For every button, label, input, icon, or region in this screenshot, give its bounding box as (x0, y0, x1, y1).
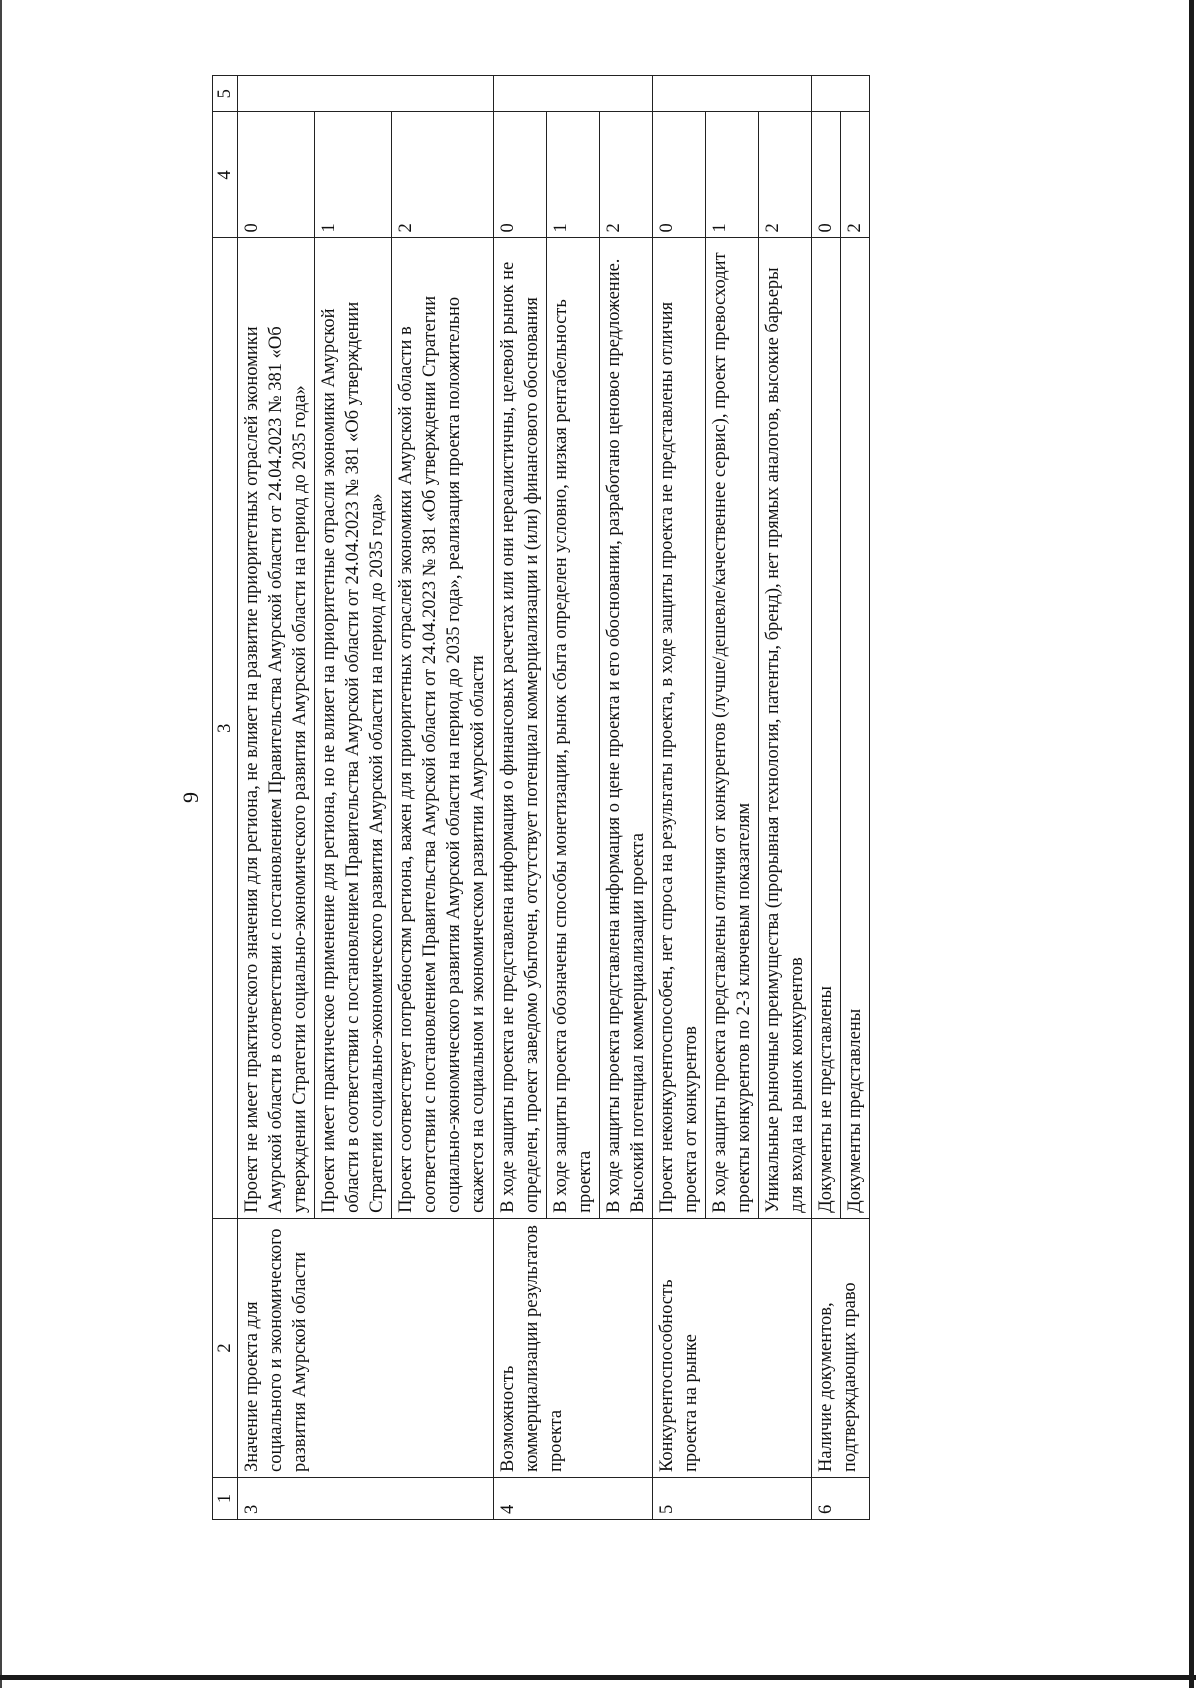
option-text: Проект соответствует потребностям региона, важен для приоритетных отраслей экономики Амурской области в соответствии с постановлением Правительства Амурской области от 24.04.2023 № 381 «Об утверждении Стратегии социально-экономического развития Амурской области на период до 2035 года», реализация проекта положительно скажется на социальном и экономическом развитии Амурской области (392, 238, 493, 1218)
option-score: 0 (652, 112, 705, 238)
page-number: 9 (178, 792, 203, 803)
option-score: 2 (392, 112, 493, 238)
option-text: Документы представлены (841, 238, 870, 1218)
criterion-name: Конкурентоспособность проекта на рынке (652, 1218, 811, 1477)
scan-edge-bottom (0, 1675, 1196, 1680)
option-score: 0 (812, 112, 841, 238)
rotated-page (170, 75, 1165, 1520)
column-number: 4 (213, 112, 238, 238)
option-score: 2 (599, 112, 652, 238)
criterion-number: 4 (493, 1477, 652, 1519)
criterion-name: Значение проекта для социального и экономического развития Амурской области (238, 1218, 493, 1477)
criteria-table (212, 75, 870, 1520)
column-number: 1 (213, 1477, 238, 1519)
criterion-name: Наличие документов, подтверждающих право (812, 1218, 870, 1477)
option-text: В ходе защиты проекта представлена информация о цене проекта и его обосновании, разработано ценовое предложение. Высокий потенциал коммерциализации проекта (599, 238, 652, 1218)
empty-cell (493, 76, 652, 112)
option-text: Проект неконкурентоспособен, нет спроса на результаты проекта, в ходе защиты проекта не представлены отличия проекта от конкурентов (652, 238, 705, 1218)
table-row (812, 76, 841, 1520)
empty-cell (652, 76, 811, 112)
option-score: 2 (758, 112, 811, 238)
option-text: Проект имеет практическое применение для региона, но не влияет на приоритетные отрасли экономики Амурской области в соответствии с постановлением Правительства Амурской области от 24.04.2023 № 381 «Об утверждении Стратегии социально-экономического развития Амурской области на период до 2035 года» (315, 238, 392, 1218)
empty-cell (812, 76, 870, 112)
option-text: В ходе защиты проекта не представлена информация о финансовых расчетах или они нереалистичны, целевой рынок не определен, проект заведомо убыточен, отсутствует потенциал коммерциализации и (или) финансового обоснования (493, 238, 546, 1218)
scan-edge-right (1189, 0, 1194, 1688)
option-score: 0 (493, 112, 546, 238)
table-row (238, 76, 315, 1520)
option-score: 1 (315, 112, 392, 238)
column-number: 3 (213, 238, 238, 1218)
option-text: В ходе защиты проекта представлены отличия от конкурентов (лучше/дешевле/качественнее сервис), проект превосходит проекты конкурентов по 2-3 ключевым показателям (705, 238, 758, 1218)
option-score: 0 (238, 112, 315, 238)
column-number-row (213, 76, 238, 1520)
criterion-number: 5 (652, 1477, 811, 1519)
criterion-name: Возможность коммерциализации результатов проекта (493, 1218, 652, 1477)
scan-edge-left (0, 0, 2, 1688)
option-text: В ходе защиты проекта обозначены способы монетизации, рынок сбыта определен условно, низкая рентабельность проекта (546, 238, 599, 1218)
option-text: Документы не представлены (812, 238, 841, 1218)
option-score: 1 (546, 112, 599, 238)
table-row (652, 76, 705, 1520)
criterion-number: 6 (812, 1477, 870, 1519)
empty-cell (238, 76, 493, 112)
table-row (493, 76, 546, 1520)
option-text: Уникальные рыночные преимущества (прорывная технология, патенты, бренд), нет прямых аналогов, высокие барьеры для входа на рынок конкурентов (758, 238, 811, 1218)
column-number: 5 (213, 76, 238, 112)
column-number: 2 (213, 1218, 238, 1477)
option-text: Проект не имеет практического значения для региона, не влияет на развитие приоритетных отраслей экономики Амурской области в соответствии с постановлением Правительства Амурской области от 24.04.2023 № 381 «Об утверждении Стратегии социально-экономического развития Амурской области на период до 2035 года» (238, 238, 315, 1218)
option-score: 1 (705, 112, 758, 238)
option-score: 2 (841, 112, 870, 238)
criterion-number: 3 (238, 1477, 493, 1519)
